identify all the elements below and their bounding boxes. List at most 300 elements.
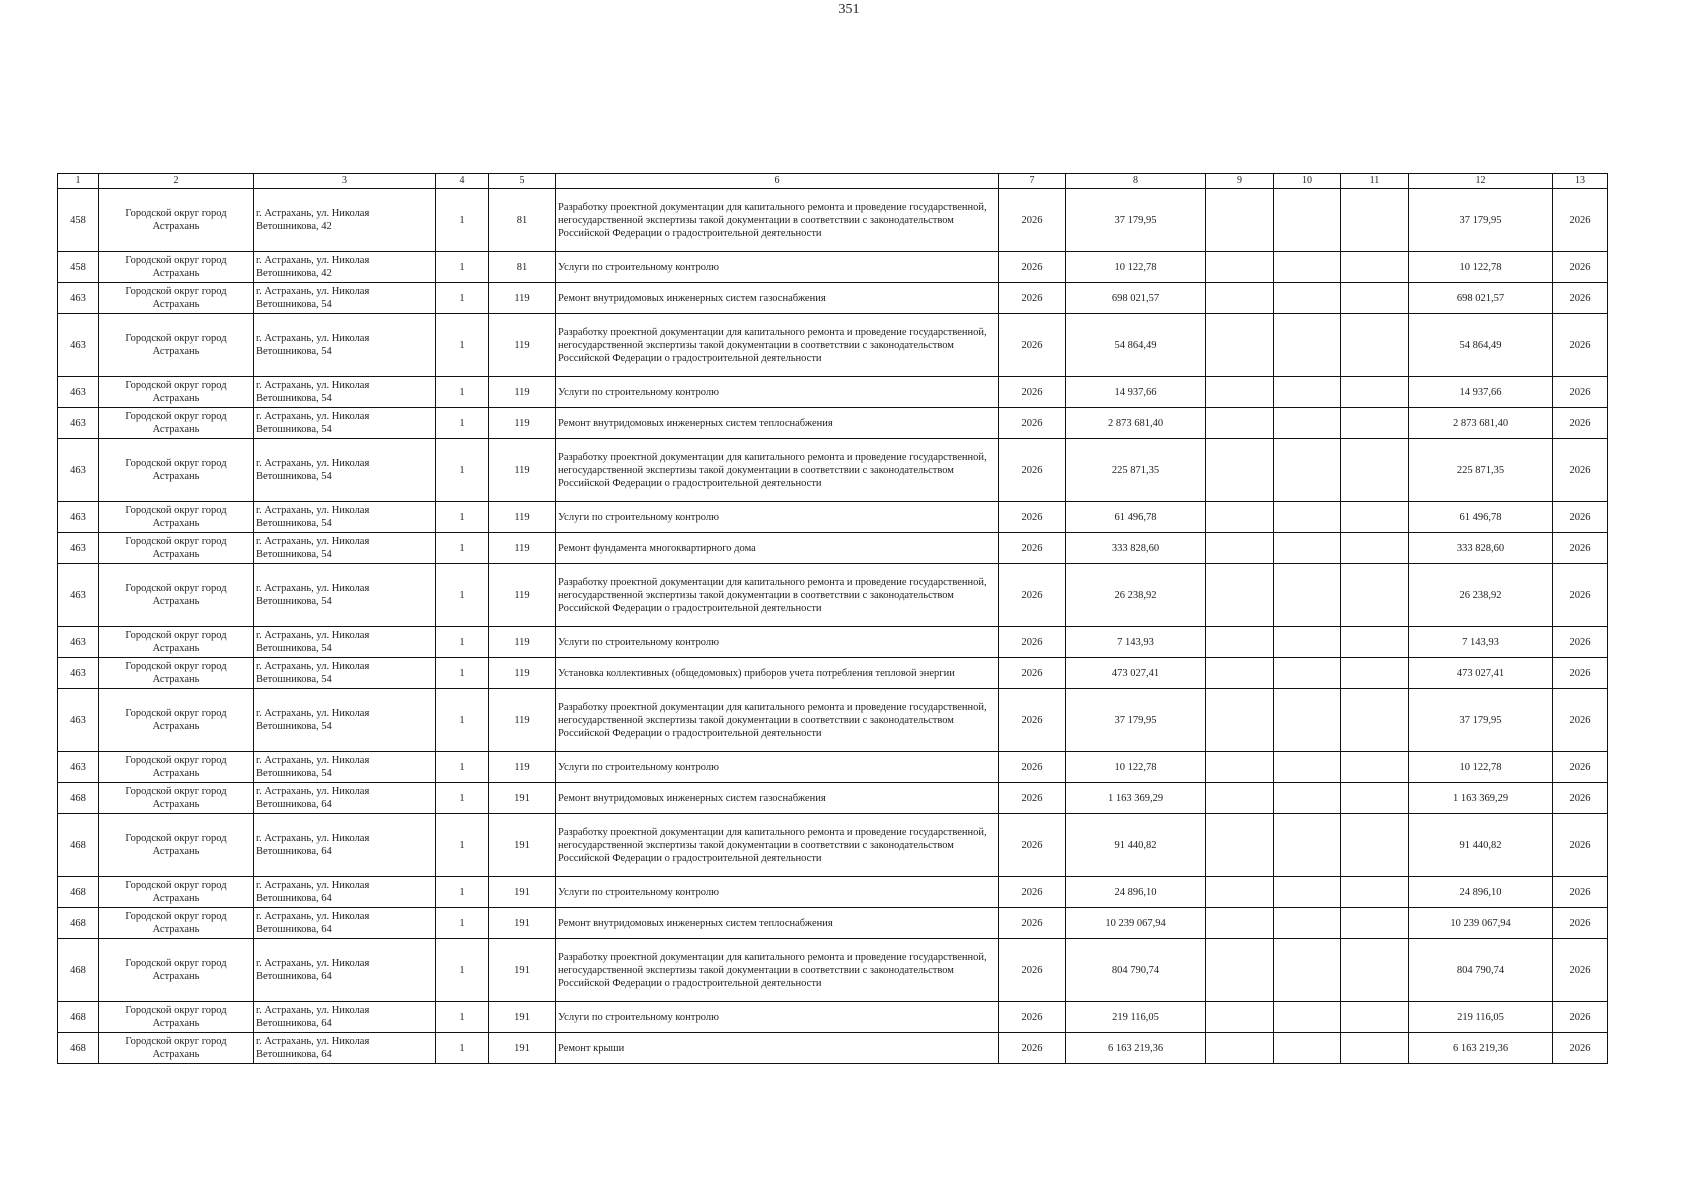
year-cell: 2026: [999, 877, 1066, 908]
address-cell: г. Астрахань, ул. Николая Ветошникова, 64: [254, 908, 436, 939]
col-10-value-cell: [1274, 377, 1341, 408]
completion-year-cell: 2026: [1553, 752, 1608, 783]
row-number-cell: 468: [58, 908, 99, 939]
col-9-value-cell: [1206, 252, 1274, 283]
col-9-value-cell: [1206, 533, 1274, 564]
cost-cell: 10 239 067,94: [1066, 908, 1206, 939]
year-cell: 2026: [999, 439, 1066, 502]
municipality-cell: Городской округ город Астрахань: [99, 752, 254, 783]
column-header-7: 7: [999, 174, 1066, 189]
col-10-value-cell: [1274, 783, 1341, 814]
row-number-cell: 468: [58, 1033, 99, 1064]
cost-cell: 333 828,60: [1066, 533, 1206, 564]
col-11-value-cell: [1341, 627, 1409, 658]
header-row: [58, 174, 1608, 189]
row-number-cell: 458: [58, 252, 99, 283]
table-row: [58, 189, 1608, 252]
cost-total-cell: 219 116,05: [1409, 1002, 1553, 1033]
completion-year-cell: 2026: [1553, 252, 1608, 283]
col-9-value-cell: [1206, 314, 1274, 377]
col-4-value-cell: 1: [436, 564, 489, 627]
cost-cell: 6 163 219,36: [1066, 1033, 1206, 1064]
municipality-cell: Городской округ город Астрахань: [99, 283, 254, 314]
row-number-cell: 463: [58, 689, 99, 752]
table-row: [58, 283, 1608, 314]
col-5-value-cell: 119: [489, 408, 556, 439]
col-5-value-cell: 119: [489, 377, 556, 408]
col-5-value-cell: 191: [489, 877, 556, 908]
municipality-cell: Городской округ город Астрахань: [99, 908, 254, 939]
register-table: [57, 173, 1608, 1064]
row-number-cell: 463: [58, 627, 99, 658]
col-5-value-cell: 119: [489, 658, 556, 689]
address-cell: г. Астрахань, ул. Николая Ветошникова, 54: [254, 689, 436, 752]
row-number-cell: 463: [58, 377, 99, 408]
completion-year-cell: 2026: [1553, 783, 1608, 814]
col-10-value-cell: [1274, 564, 1341, 627]
address-cell: г. Астрахань, ул. Николая Ветошникова, 64: [254, 1002, 436, 1033]
row-number-cell: 463: [58, 283, 99, 314]
col-9-value-cell: [1206, 658, 1274, 689]
cost-cell: 10 122,78: [1066, 752, 1206, 783]
completion-year-cell: 2026: [1553, 564, 1608, 627]
municipality-cell: Городской округ город Астрахань: [99, 189, 254, 252]
year-cell: 2026: [999, 1033, 1066, 1064]
year-cell: 2026: [999, 189, 1066, 252]
cost-cell: 804 790,74: [1066, 939, 1206, 1002]
year-cell: 2026: [999, 752, 1066, 783]
col-5-value-cell: 191: [489, 908, 556, 939]
year-cell: 2026: [999, 377, 1066, 408]
col-5-value-cell: 119: [489, 564, 556, 627]
row-number-cell: 468: [58, 783, 99, 814]
col-4-value-cell: 1: [436, 439, 489, 502]
completion-year-cell: 2026: [1553, 408, 1608, 439]
completion-year-cell: 2026: [1553, 533, 1608, 564]
col-4-value-cell: 1: [436, 908, 489, 939]
col-11-value-cell: [1341, 408, 1409, 439]
address-cell: г. Астрахань, ул. Николая Ветошникова, 64: [254, 939, 436, 1002]
column-header-9: 9: [1206, 174, 1274, 189]
col-10-value-cell: [1274, 252, 1341, 283]
column-header-10: 10: [1274, 174, 1341, 189]
address-cell: г. Астрахань, ул. Николая Ветошникова, 54: [254, 283, 436, 314]
cost-total-cell: 54 864,49: [1409, 314, 1553, 377]
row-number-cell: 463: [58, 752, 99, 783]
row-number-cell: 468: [58, 877, 99, 908]
year-cell: 2026: [999, 1002, 1066, 1033]
address-cell: г. Астрахань, ул. Николая Ветошникова, 54: [254, 752, 436, 783]
municipality-cell: Городской округ город Астрахань: [99, 377, 254, 408]
table-row: [58, 939, 1608, 1002]
year-cell: 2026: [999, 314, 1066, 377]
municipality-cell: Городской округ город Астрахань: [99, 533, 254, 564]
row-number-cell: 463: [58, 408, 99, 439]
completion-year-cell: 2026: [1553, 502, 1608, 533]
col-4-value-cell: 1: [436, 627, 489, 658]
col-5-value-cell: 191: [489, 1033, 556, 1064]
col-9-value-cell: [1206, 877, 1274, 908]
col-4-value-cell: 1: [436, 314, 489, 377]
col-5-value-cell: 119: [489, 627, 556, 658]
municipality-cell: Городской округ город Астрахань: [99, 408, 254, 439]
year-cell: 2026: [999, 408, 1066, 439]
completion-year-cell: 2026: [1553, 627, 1608, 658]
col-5-value-cell: 119: [489, 314, 556, 377]
address-cell: г. Астрахань, ул. Николая Ветошникова, 54: [254, 408, 436, 439]
row-number-cell: 463: [58, 502, 99, 533]
column-header-4: 4: [436, 174, 489, 189]
work-type-cell: Ремонт внутридомовых инженерных систем теплоснабжения: [556, 908, 999, 939]
row-number-cell: 468: [58, 1002, 99, 1033]
col-4-value-cell: 1: [436, 252, 489, 283]
table-row: [58, 502, 1608, 533]
column-header-2: 2: [99, 174, 254, 189]
col-10-value-cell: [1274, 314, 1341, 377]
completion-year-cell: 2026: [1553, 939, 1608, 1002]
cost-total-cell: 6 163 219,36: [1409, 1033, 1553, 1064]
work-type-cell: Услуги по строительному контролю: [556, 877, 999, 908]
municipality-cell: Городской округ город Астрахань: [99, 658, 254, 689]
col-10-value-cell: [1274, 908, 1341, 939]
column-header-6: 6: [556, 174, 999, 189]
address-cell: г. Астрахань, ул. Николая Ветошникова, 54: [254, 439, 436, 502]
work-type-cell: Ремонт внутридомовых инженерных систем теплоснабжения: [556, 408, 999, 439]
table-row: [58, 314, 1608, 377]
work-type-cell: Установка коллективных (общедомовых) приборов учета потребления тепловой энергии: [556, 658, 999, 689]
col-9-value-cell: [1206, 627, 1274, 658]
address-cell: г. Астрахань, ул. Николая Ветошникова, 54: [254, 377, 436, 408]
col-10-value-cell: [1274, 689, 1341, 752]
col-9-value-cell: [1206, 908, 1274, 939]
municipality-cell: Городской округ город Астрахань: [99, 252, 254, 283]
col-4-value-cell: 1: [436, 408, 489, 439]
col-4-value-cell: 1: [436, 689, 489, 752]
cost-cell: 26 238,92: [1066, 564, 1206, 627]
address-cell: г. Астрахань, ул. Николая Ветошникова, 54: [254, 627, 436, 658]
municipality-cell: Городской округ город Астрахань: [99, 1033, 254, 1064]
col-9-value-cell: [1206, 1002, 1274, 1033]
col-11-value-cell: [1341, 939, 1409, 1002]
col-9-value-cell: [1206, 502, 1274, 533]
address-cell: г. Астрахань, ул. Николая Ветошникова, 64: [254, 877, 436, 908]
col-11-value-cell: [1341, 877, 1409, 908]
col-4-value-cell: 1: [436, 877, 489, 908]
col-5-value-cell: 191: [489, 814, 556, 877]
cost-total-cell: 61 496,78: [1409, 502, 1553, 533]
cost-total-cell: 804 790,74: [1409, 939, 1553, 1002]
col-10-value-cell: [1274, 1002, 1341, 1033]
col-10-value-cell: [1274, 877, 1341, 908]
work-type-cell: Разработку проектной документации для капитального ремонта и проведение государственной, негосударственной экспертизы такой документации в соответствии с законодательством Российской Федерации о градостроительной деятельности: [556, 939, 999, 1002]
col-5-value-cell: 191: [489, 939, 556, 1002]
col-5-value-cell: 119: [489, 439, 556, 502]
work-type-cell: Услуги по строительному контролю: [556, 752, 999, 783]
work-type-cell: Разработку проектной документации для капитального ремонта и проведение государственной, негосударственной экспертизы такой документации в соответствии с законодательством Российской Федерации о градостроительной деятельности: [556, 564, 999, 627]
address-cell: г. Астрахань, ул. Николая Ветошникова, 54: [254, 533, 436, 564]
col-9-value-cell: [1206, 377, 1274, 408]
work-type-cell: Услуги по строительному контролю: [556, 377, 999, 408]
work-type-cell: Разработку проектной документации для капитального ремонта и проведение государственной, негосударственной экспертизы такой документации в соответствии с законодательством Российской Федерации о градостроительной деятельности: [556, 814, 999, 877]
col-9-value-cell: [1206, 1033, 1274, 1064]
cost-total-cell: 225 871,35: [1409, 439, 1553, 502]
work-type-cell: Разработку проектной документации для капитального ремонта и проведение государственной, негосударственной экспертизы такой документации в соответствии с законодательством Российской Федерации о градостроительной деятельности: [556, 314, 999, 377]
column-header-11: 11: [1341, 174, 1409, 189]
year-cell: 2026: [999, 783, 1066, 814]
col-11-value-cell: [1341, 314, 1409, 377]
work-type-cell: Разработку проектной документации для капитального ремонта и проведение государственной, негосударственной экспертизы такой документации в соответствии с законодательством Российской Федерации о градостроительной деятельности: [556, 439, 999, 502]
col-5-value-cell: 191: [489, 783, 556, 814]
cost-cell: 2 873 681,40: [1066, 408, 1206, 439]
col-11-value-cell: [1341, 783, 1409, 814]
address-cell: г. Астрахань, ул. Николая Ветошникова, 64: [254, 1033, 436, 1064]
year-cell: 2026: [999, 939, 1066, 1002]
address-cell: г. Астрахань, ул. Николая Ветошникова, 64: [254, 783, 436, 814]
col-4-value-cell: 1: [436, 283, 489, 314]
column-header-12: 12: [1409, 174, 1553, 189]
col-9-value-cell: [1206, 564, 1274, 627]
cost-cell: 10 122,78: [1066, 252, 1206, 283]
table-row: [58, 252, 1608, 283]
municipality-cell: Городской округ город Астрахань: [99, 314, 254, 377]
completion-year-cell: 2026: [1553, 283, 1608, 314]
page-number: 351: [838, 2, 860, 17]
table-row: [58, 1033, 1608, 1064]
address-cell: г. Астрахань, ул. Николая Ветошникова, 54: [254, 658, 436, 689]
col-11-value-cell: [1341, 752, 1409, 783]
col-10-value-cell: [1274, 627, 1341, 658]
table-row: [58, 1002, 1608, 1033]
year-cell: 2026: [999, 283, 1066, 314]
cost-total-cell: 698 021,57: [1409, 283, 1553, 314]
cost-total-cell: 1 163 369,29: [1409, 783, 1553, 814]
work-type-cell: Разработку проектной документации для капитального ремонта и проведение государственной, негосударственной экспертизы такой документации в соответствии с законодательством Российской Федерации о градостроительной деятельности: [556, 689, 999, 752]
completion-year-cell: 2026: [1553, 658, 1608, 689]
col-4-value-cell: 1: [436, 752, 489, 783]
col-10-value-cell: [1274, 658, 1341, 689]
year-cell: 2026: [999, 658, 1066, 689]
col-10-value-cell: [1274, 189, 1341, 252]
table-row: [58, 783, 1608, 814]
col-11-value-cell: [1341, 377, 1409, 408]
cost-total-cell: 37 179,95: [1409, 189, 1553, 252]
col-4-value-cell: 1: [436, 939, 489, 1002]
table-row: [58, 908, 1608, 939]
col-11-value-cell: [1341, 189, 1409, 252]
col-11-value-cell: [1341, 814, 1409, 877]
col-9-value-cell: [1206, 283, 1274, 314]
col-5-value-cell: 119: [489, 283, 556, 314]
cost-cell: 7 143,93: [1066, 627, 1206, 658]
row-number-cell: 458: [58, 189, 99, 252]
table-row: [58, 877, 1608, 908]
year-cell: 2026: [999, 533, 1066, 564]
work-type-cell: Услуги по строительному контролю: [556, 1002, 999, 1033]
year-cell: 2026: [999, 689, 1066, 752]
col-5-value-cell: 119: [489, 533, 556, 564]
column-header-5: 5: [489, 174, 556, 189]
col-10-value-cell: [1274, 752, 1341, 783]
col-4-value-cell: 1: [436, 189, 489, 252]
col-5-value-cell: 119: [489, 752, 556, 783]
municipality-cell: Городской округ город Астрахань: [99, 877, 254, 908]
cost-cell: 61 496,78: [1066, 502, 1206, 533]
col-11-value-cell: [1341, 1033, 1409, 1064]
completion-year-cell: 2026: [1553, 689, 1608, 752]
row-number-cell: 463: [58, 564, 99, 627]
col-9-value-cell: [1206, 408, 1274, 439]
table-row: [58, 408, 1608, 439]
cost-total-cell: 473 027,41: [1409, 658, 1553, 689]
work-type-cell: Разработку проектной документации для капитального ремонта и проведение государственной, негосударственной экспертизы такой документации в соответствии с законодательством Российской Федерации о градостроительной деятельности: [556, 189, 999, 252]
col-11-value-cell: [1341, 908, 1409, 939]
cost-total-cell: 26 238,92: [1409, 564, 1553, 627]
table-row: [58, 439, 1608, 502]
col-11-value-cell: [1341, 564, 1409, 627]
col-10-value-cell: [1274, 939, 1341, 1002]
col-10-value-cell: [1274, 439, 1341, 502]
col-4-value-cell: 1: [436, 502, 489, 533]
col-11-value-cell: [1341, 658, 1409, 689]
cost-cell: 24 896,10: [1066, 877, 1206, 908]
work-type-cell: Ремонт внутридомовых инженерных систем газоснабжения: [556, 283, 999, 314]
col-10-value-cell: [1274, 533, 1341, 564]
year-cell: 2026: [999, 252, 1066, 283]
table-row: [58, 658, 1608, 689]
col-10-value-cell: [1274, 502, 1341, 533]
cost-total-cell: 24 896,10: [1409, 877, 1553, 908]
municipality-cell: Городской округ город Астрахань: [99, 627, 254, 658]
cost-cell: 698 021,57: [1066, 283, 1206, 314]
completion-year-cell: 2026: [1553, 314, 1608, 377]
completion-year-cell: 2026: [1553, 1033, 1608, 1064]
column-header-1: 1: [58, 174, 99, 189]
row-number-cell: 463: [58, 439, 99, 502]
table-row: [58, 814, 1608, 877]
work-type-cell: Ремонт крыши: [556, 1033, 999, 1064]
col-5-value-cell: 81: [489, 252, 556, 283]
row-number-cell: 468: [58, 814, 99, 877]
col-4-value-cell: 1: [436, 1002, 489, 1033]
row-number-cell: 468: [58, 939, 99, 1002]
cost-total-cell: 10 122,78: [1409, 752, 1553, 783]
year-cell: 2026: [999, 564, 1066, 627]
year-cell: 2026: [999, 627, 1066, 658]
completion-year-cell: 2026: [1553, 189, 1608, 252]
cost-cell: 473 027,41: [1066, 658, 1206, 689]
col-10-value-cell: [1274, 1033, 1341, 1064]
cost-cell: 1 163 369,29: [1066, 783, 1206, 814]
year-cell: 2026: [999, 502, 1066, 533]
col-9-value-cell: [1206, 783, 1274, 814]
cost-cell: 219 116,05: [1066, 1002, 1206, 1033]
completion-year-cell: 2026: [1553, 377, 1608, 408]
year-cell: 2026: [999, 814, 1066, 877]
cost-cell: 37 179,95: [1066, 689, 1206, 752]
cost-cell: 54 864,49: [1066, 314, 1206, 377]
col-11-value-cell: [1341, 252, 1409, 283]
cost-cell: 37 179,95: [1066, 189, 1206, 252]
col-4-value-cell: 1: [436, 814, 489, 877]
col-11-value-cell: [1341, 689, 1409, 752]
completion-year-cell: 2026: [1553, 908, 1608, 939]
col-11-value-cell: [1341, 502, 1409, 533]
address-cell: г. Астрахань, ул. Николая Ветошникова, 54: [254, 502, 436, 533]
address-cell: г. Астрахань, ул. Николая Ветошникова, 54: [254, 564, 436, 627]
work-type-cell: Ремонт фундамента многоквартирного дома: [556, 533, 999, 564]
col-11-value-cell: [1341, 1002, 1409, 1033]
municipality-cell: Городской округ город Астрахань: [99, 502, 254, 533]
col-4-value-cell: 1: [436, 377, 489, 408]
municipality-cell: Городской округ город Астрахань: [99, 939, 254, 1002]
col-5-value-cell: 119: [489, 689, 556, 752]
col-9-value-cell: [1206, 814, 1274, 877]
cost-total-cell: 7 143,93: [1409, 627, 1553, 658]
cost-total-cell: 14 937,66: [1409, 377, 1553, 408]
completion-year-cell: 2026: [1553, 814, 1608, 877]
row-number-cell: 463: [58, 658, 99, 689]
table-row: [58, 752, 1608, 783]
municipality-cell: Городской округ город Астрахань: [99, 439, 254, 502]
completion-year-cell: 2026: [1553, 439, 1608, 502]
municipality-cell: Городской округ город Астрахань: [99, 814, 254, 877]
work-type-cell: Услуги по строительному контролю: [556, 627, 999, 658]
col-9-value-cell: [1206, 189, 1274, 252]
municipality-cell: Городской округ город Астрахань: [99, 564, 254, 627]
col-10-value-cell: [1274, 283, 1341, 314]
cost-total-cell: 10 122,78: [1409, 252, 1553, 283]
col-4-value-cell: 1: [436, 783, 489, 814]
col-11-value-cell: [1341, 283, 1409, 314]
row-number-cell: 463: [58, 314, 99, 377]
address-cell: г. Астрахань, ул. Николая Ветошникова, 54: [254, 314, 436, 377]
municipality-cell: Городской округ город Астрахань: [99, 689, 254, 752]
cost-cell: 225 871,35: [1066, 439, 1206, 502]
col-9-value-cell: [1206, 439, 1274, 502]
table-row: [58, 627, 1608, 658]
row-number-cell: 463: [58, 533, 99, 564]
col-10-value-cell: [1274, 408, 1341, 439]
cost-cell: 91 440,82: [1066, 814, 1206, 877]
work-type-cell: Услуги по строительному контролю: [556, 502, 999, 533]
col-4-value-cell: 1: [436, 658, 489, 689]
column-header-3: 3: [254, 174, 436, 189]
municipality-cell: Городской округ город Астрахань: [99, 1002, 254, 1033]
address-cell: г. Астрахань, ул. Николая Ветошникова, 64: [254, 814, 436, 877]
year-cell: 2026: [999, 908, 1066, 939]
col-9-value-cell: [1206, 689, 1274, 752]
cost-total-cell: 37 179,95: [1409, 689, 1553, 752]
cost-cell: 14 937,66: [1066, 377, 1206, 408]
completion-year-cell: 2026: [1553, 877, 1608, 908]
table-row: [58, 564, 1608, 627]
table-row: [58, 377, 1608, 408]
col-11-value-cell: [1341, 533, 1409, 564]
completion-year-cell: 2026: [1553, 1002, 1608, 1033]
work-type-cell: Услуги по строительному контролю: [556, 252, 999, 283]
col-11-value-cell: [1341, 439, 1409, 502]
col-4-value-cell: 1: [436, 1033, 489, 1064]
work-type-cell: Ремонт внутридомовых инженерных систем газоснабжения: [556, 783, 999, 814]
cost-total-cell: 2 873 681,40: [1409, 408, 1553, 439]
address-cell: г. Астрахань, ул. Николая Ветошникова, 42: [254, 189, 436, 252]
col-5-value-cell: 81: [489, 189, 556, 252]
column-header-8: 8: [1066, 174, 1206, 189]
col-9-value-cell: [1206, 939, 1274, 1002]
column-header-13: 13: [1553, 174, 1608, 189]
table-row: [58, 689, 1608, 752]
municipality-cell: Городской округ город Астрахань: [99, 783, 254, 814]
